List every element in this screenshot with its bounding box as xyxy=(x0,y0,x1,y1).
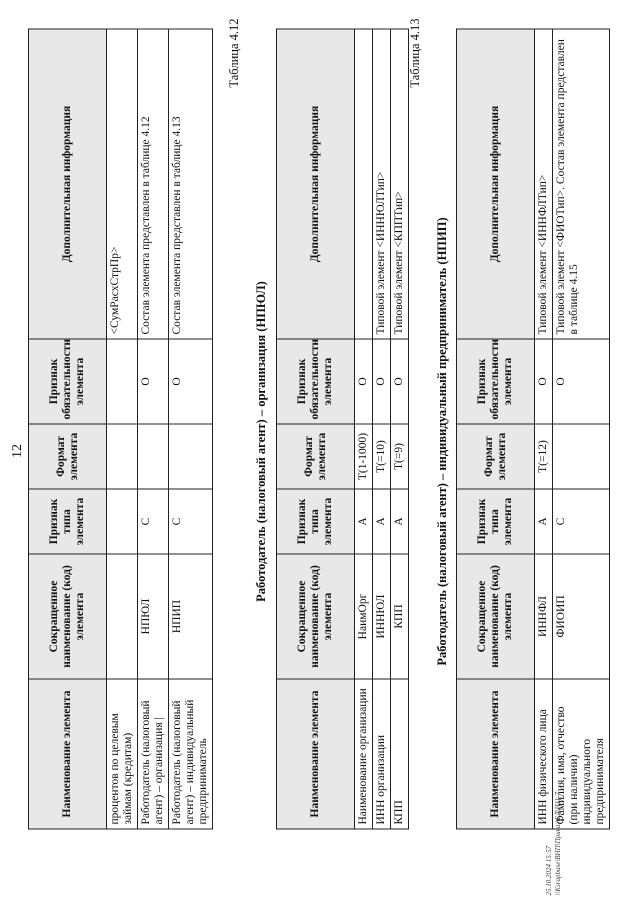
cell-info: Типовой элемент <ФИОТип>. Состав элемента представлен в таблице 4.15 xyxy=(553,29,610,339)
cell-type: С xyxy=(138,489,169,554)
cell-required: О xyxy=(355,339,373,424)
header-element-type: Признак типа элемента xyxy=(277,489,355,554)
cell-format: T(=9) xyxy=(391,424,409,489)
file-stamp xyxy=(545,792,563,896)
table-row xyxy=(535,29,553,829)
table-title-npip: Работодатель (налоговый агент) – индивидуальный предприниматель (НПИП) xyxy=(435,216,449,666)
cell-info: Типовой элемент <ИННФЛТип> xyxy=(535,29,553,339)
table-row xyxy=(553,29,610,829)
header-element-name: Наименование элемента xyxy=(457,679,535,829)
cell-required xyxy=(107,339,138,424)
header-element-type: Признак типа элемента xyxy=(457,489,535,554)
table-row xyxy=(138,29,169,829)
header-element-format: Формат элемента xyxy=(29,424,107,489)
cell-type: С xyxy=(169,489,213,554)
table-row xyxy=(169,29,213,829)
header-element-required: Признак обязательности элемента xyxy=(457,339,535,424)
header-element-code: Сокращенное наименование (код) элемента xyxy=(277,554,355,679)
cell-name: ИНН организации xyxy=(373,679,391,829)
table-row xyxy=(373,29,391,829)
cell-format xyxy=(107,424,138,489)
cell-name: Фамилия, имя, отчество (при наличии) индивидуального предпринимателя xyxy=(553,679,610,829)
cell-name: ИНН физического лица xyxy=(535,679,553,829)
cell-info: <СумРасхСтрПр> xyxy=(107,29,138,339)
cell-name: Работодатель (налоговый агент) – индивидуальный предприниматель xyxy=(169,679,213,829)
cell-required: О xyxy=(138,339,169,424)
cell-code: ИННЮЛ xyxy=(373,554,391,679)
cell-required: О xyxy=(169,339,213,424)
header-element-required: Признак обязательности элемента xyxy=(277,339,355,424)
cell-code: НПЮЛ xyxy=(138,554,169,679)
table-row xyxy=(355,29,373,829)
cell-code: ИННФЛ xyxy=(535,554,553,679)
cell-type: А xyxy=(373,489,391,554)
cell-info xyxy=(355,29,373,339)
stamp-path: \\Ksrapbase\ВНП\Приказ\ЕД\И11-7 xyxy=(554,791,562,895)
table-caption-4-13: Таблица 4.13 xyxy=(408,18,422,88)
cell-format xyxy=(169,424,213,489)
header-element-required: Признак обязательности элемента xyxy=(29,339,107,424)
header-element-type: Признак типа элемента xyxy=(29,489,107,554)
cell-name: КПП xyxy=(391,679,409,829)
table-title-npyul: Работодатель (налоговый агент) – организация (НПЮЛ) xyxy=(254,280,268,602)
table-4-13 xyxy=(456,28,610,829)
cell-info: Состав элемента представлен в таблице 4.12 xyxy=(138,29,169,339)
cell-type: С xyxy=(553,489,610,554)
stamp-date: 25.10.2024 15:57 xyxy=(545,845,553,895)
cell-format xyxy=(553,424,610,489)
cell-required: О xyxy=(373,339,391,424)
header-element-name: Наименование элемента xyxy=(29,679,107,829)
cell-required: О xyxy=(553,339,610,424)
cell-format: T(1-1000) xyxy=(355,424,373,489)
cell-type: А xyxy=(535,489,553,554)
cell-code xyxy=(107,554,138,679)
table-continuation xyxy=(28,28,213,829)
header-element-code: Сокращенное наименование (код) элемента xyxy=(457,554,535,679)
header-element-format: Формат элемента xyxy=(457,424,535,489)
cell-code: НПИП xyxy=(169,554,213,679)
header-additional-info: Дополнительная информация xyxy=(277,29,355,339)
cell-type: А xyxy=(391,489,409,554)
table-row xyxy=(391,29,409,829)
header-element-format: Формат элемента xyxy=(277,424,355,489)
cell-code: ФИОИП xyxy=(553,554,610,679)
cell-code: НаимОрг xyxy=(355,554,373,679)
cell-type xyxy=(107,489,138,554)
cell-info: Состав элемента представлен в таблице 4.13 xyxy=(169,29,213,339)
cell-code: КПП xyxy=(391,554,409,679)
cell-required: О xyxy=(535,339,553,424)
page-number: 12 xyxy=(10,443,25,458)
cell-info: Типовой элемент <ИННЮЛТип> xyxy=(373,29,391,339)
cell-required: О xyxy=(391,339,409,424)
cell-format: T(=12) xyxy=(535,424,553,489)
header-additional-info: Дополнительная информация xyxy=(457,29,535,339)
header-element-name: Наименование элемента xyxy=(277,679,355,829)
cell-type: А xyxy=(355,489,373,554)
cell-format xyxy=(138,424,169,489)
cell-name: Наименование организации xyxy=(355,679,373,829)
table-4-12 xyxy=(276,28,409,829)
cell-name: Работодатель (налоговый агент) – организация | xyxy=(138,679,169,829)
cell-name: процентов по целевым займам (кредитам) xyxy=(107,679,138,829)
table-row xyxy=(107,29,138,829)
cell-info: Типовой элемент <КППТип> xyxy=(391,29,409,339)
header-additional-info: Дополнительная информация xyxy=(29,29,107,339)
cell-format: T(=10) xyxy=(373,424,391,489)
header-element-code: Сокращенное наименование (код) элемента xyxy=(29,554,107,679)
table-caption-4-12: Таблица 4.12 xyxy=(227,18,241,88)
